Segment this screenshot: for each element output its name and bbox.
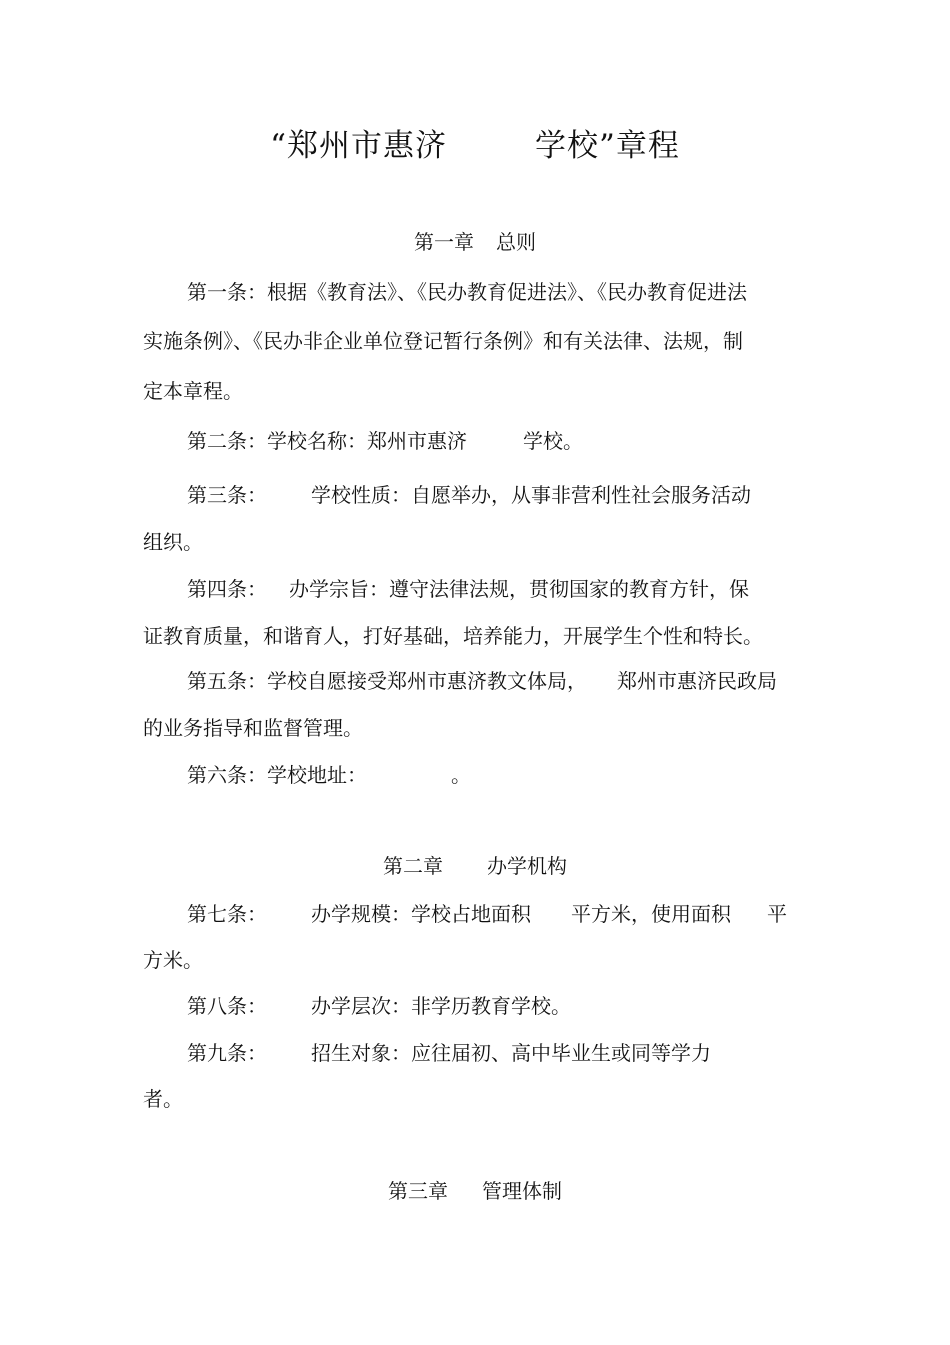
article-9-label: 第九条： [187, 1041, 267, 1065]
article-5-line-2: 的业务指导和监督管理。 [143, 716, 363, 740]
article-9-text: 招生对象：应往届初、高中毕业生或同等学力 [311, 1041, 711, 1065]
article-9-line-1 [187, 1037, 711, 1066]
article-5-line-1 [187, 665, 777, 694]
chapter-1-heading [0, 226, 950, 255]
article-9-line-2: 者。 [143, 1087, 183, 1111]
article-6 [187, 759, 471, 788]
article-4-line-2: 证教育质量，和谐育人，打好基础，培养能力，开展学生个性和特长。 [143, 624, 763, 648]
article-7-text: 办学规模：学校占地面积 [311, 902, 531, 926]
article-5-text-2: 郑州市惠济民政局 [617, 669, 777, 693]
article-7-label: 第七条： [187, 902, 267, 926]
article-2-text: 第二条：学校名称：郑州市惠济 [187, 429, 467, 453]
article-8-label: 第八条： [187, 994, 267, 1018]
article-3-label: 第三条： [187, 483, 267, 507]
chapter-name: 总则 [496, 230, 536, 254]
article-6-suffix: 。 [451, 763, 471, 787]
article-3-line-2: 组织。 [143, 530, 203, 554]
chapter-number: 第二章 [383, 854, 443, 878]
chapter-3-heading [0, 1175, 950, 1204]
article-7-line-2: 方米。 [143, 948, 203, 972]
article-5-text: 第五条：学校自愿接受郑州市惠济教文体局， [187, 669, 587, 693]
article-2-suffix: 学校。 [523, 429, 583, 453]
article-7-line-1 [187, 898, 787, 927]
title-part-1: “郑州市惠济 [270, 128, 447, 164]
document-title [0, 120, 950, 165]
chapter-number: 第一章 [414, 230, 474, 254]
article-7-text-2: 平方米，使用面积 [571, 902, 731, 926]
chapter-name: 办学机构 [487, 854, 567, 878]
chapter-2-heading [0, 850, 950, 879]
article-8-text: 办学层次：非学历教育学校。 [311, 994, 571, 1018]
article-1-line-1: 第一条：根据《教育法》、《民办教育促进法》、《民办教育促进法 [187, 280, 747, 304]
chapter-name: 管理体制 [482, 1179, 562, 1203]
chapter-number: 第三章 [388, 1179, 448, 1203]
title-part-2: 学校”章程 [535, 128, 680, 164]
article-4-line-1 [187, 573, 749, 602]
article-8 [187, 990, 571, 1019]
article-4-text: 办学宗旨：遵守法律法规，贯彻国家的教育方针，保 [289, 577, 749, 601]
article-6-text: 第六条：学校地址： [187, 763, 367, 787]
article-3-line-1 [187, 479, 751, 508]
article-2 [187, 425, 583, 454]
article-1-line-3: 定本章程。 [143, 379, 243, 403]
article-3-text: 学校性质：自愿举办，从事非营利性社会服务活动 [311, 483, 751, 507]
article-1-line-2: 实施条例》、《民办非企业单位登记暂行条例》和有关法律、法规，制 [143, 329, 743, 353]
article-7-text-3: 平 [767, 902, 787, 926]
article-4-label: 第四条： [187, 577, 267, 601]
